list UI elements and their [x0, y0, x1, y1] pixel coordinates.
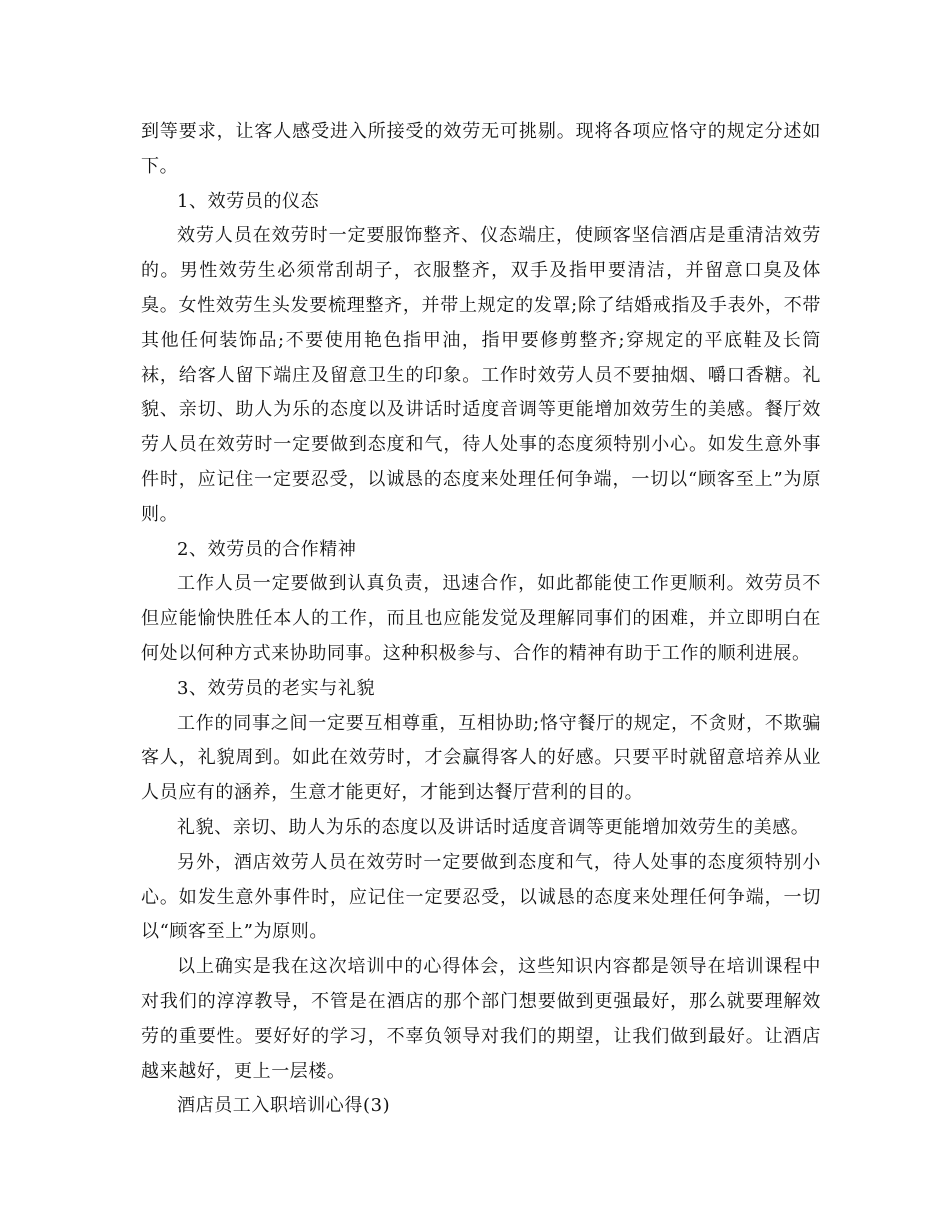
- paragraph-courtesy: 礼貌、亲切、助人为乐的态度以及讲话时适度音调等更能增加效劳生的美感。: [177, 816, 810, 838]
- document-body: [141, 115, 821, 1124]
- section-heading-1: 1、效劳员的仪态: [177, 190, 320, 212]
- paragraph-honesty: 工作的同事之间一定要互相尊重，互相协助;恪守餐厅的规定，不贪财，不欺骗客人，礼貌周到。如此在效劳时，才会赢得客人的好感。只要平时就留意培养从业人员应有的涵养，生意才能更好，才能到达餐厅营利的目的。: [141, 712, 821, 804]
- paragraph-conclusion: 以上确实是我在这次培训中的心得体会，这些知识内容都是领导在培训课程中对我们的淳淳教导，不管是在酒店的那个部门想要做到更强最好，那么就要理解效劳的重要性。要好好的学习，不辜负领导对我们的期望，让我们做到最好。让酒店越来越好，更上一层楼。: [141, 956, 821, 1082]
- section-heading-3: 3、效劳员的老实与礼貌: [177, 677, 376, 699]
- paragraph-continuation: 到等要求，让客人感受进入所接受的效劳无可挑剔。现将各项应恪守的规定分述如下。: [141, 121, 821, 177]
- section-heading-2: 2、效劳员的合作精神: [177, 538, 357, 560]
- next-section-title: 酒店员工入职培训心得(3): [177, 1095, 391, 1117]
- paragraph-demeanor: 效劳人员在效劳时一定要服饰整齐、仪态端庄，使顾客坚信酒店是重清洁效劳的。男性效劳生必须常刮胡子，衣服整齐，双手及指甲要清洁，并留意口臭及体臭。女性效劳生头发要梳理整齐，并带上规定的发罩;除了结婚戒指及手表外，不带其他任何装饰品;不要使用艳色指甲油，指甲要修剪整齐;穿规定的平底鞋及长筒袜，给客人留下端庄及留意卫生的印象。工作时效劳人员不要抽烟、嚼口香糖。礼貌、亲切、助人为乐的态度以及讲话时适度音调等更能增加效劳生的美感。餐厅效劳人员在效劳时一定要做到态度和气，待人处事的态度须特别小心。如发生意外事件时，应记住一定要忍受，以诚恳的态度来处理任何争端，一切以“顾客至上”为原则。: [141, 225, 821, 525]
- paragraph-additionally: 另外，酒店效劳人员在效劳时一定要做到态度和气，待人处事的态度须特别小心。如发生意外事件时，应记住一定要忍受，以诚恳的态度来处理任何争端，一切以“顾客至上”为原则。: [141, 851, 821, 943]
- paragraph-cooperation: 工作人员一定要做到认真负责，迅速合作，如此都能使工作更顺利。效劳员不但应能愉快胜任本人的工作，而且也应能发觉及理解同事们的困难，并立即明白在何处以何种方式来协助同事。这种积极参与、合作的精神有助于工作的顺利进展。: [141, 573, 821, 664]
